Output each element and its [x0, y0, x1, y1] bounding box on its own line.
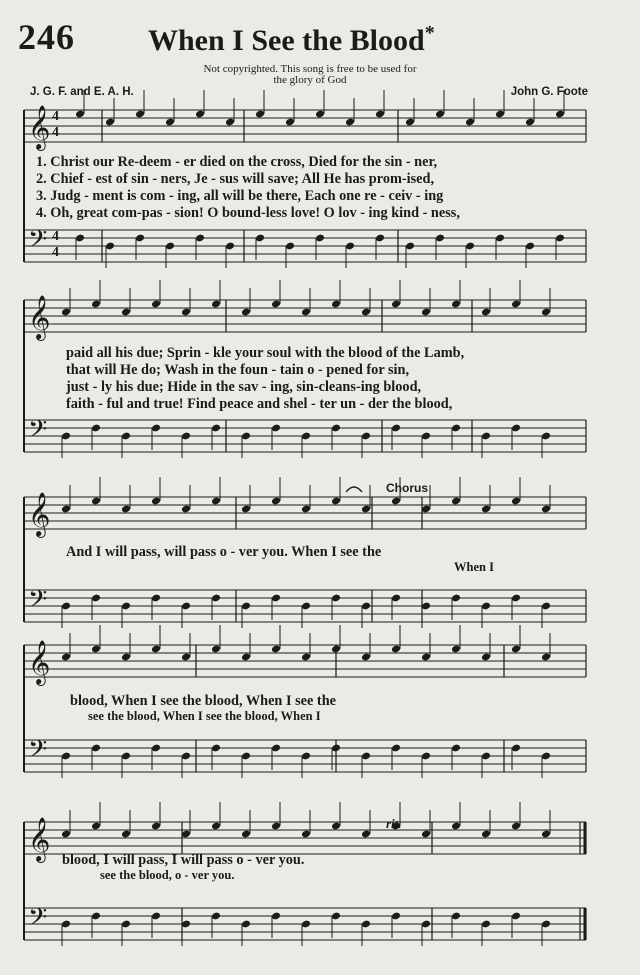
verse-1-line-b: paid all his due; Sprin - kle your soul with the blood of the Lamb, — [66, 345, 465, 361]
chorus-line-1: And I will pass, will pass o - ver you. When I see the — [66, 544, 382, 560]
treble-clef-icon: 𝄞 — [28, 295, 51, 339]
verse-3-line-b: just - ly his due; Hide in the sav - ing, sin-cleans-ing blood, — [66, 379, 422, 395]
time-signature-bottom: 4 — [52, 125, 59, 140]
chorus-line-2: blood, When I see the blood, When I see the — [70, 693, 336, 709]
bass-clef-icon: 𝄢 — [28, 225, 48, 260]
bass-clef-icon: 𝄢 — [28, 585, 48, 620]
treble-clef-icon: 𝄞 — [28, 492, 51, 536]
verse-2-line-b: that will He do; Wash in the foun - tain o - pened for sin, — [66, 362, 410, 378]
chorus-label: Chorus — [386, 481, 428, 495]
bass-clef-icon: 𝄢 — [28, 415, 48, 450]
bass-clef-icon: 𝄢 — [28, 735, 48, 770]
time-signature-top: 4 — [52, 109, 59, 124]
verse-2-line-a: 2. Chief - est of sin - ners, Je - sus will save; All He has prom-ised, — [36, 171, 435, 187]
copyright-note: Not copyrighted. This song is free to be used for the glory of God — [203, 63, 417, 86]
title-footnote-mark: * — [424, 22, 435, 44]
verse-4-line-a: 4. Oh, great com-pas - sion! O bound-less love! O lov - ing kind - ness, — [36, 205, 460, 221]
verse-4-line-b: faith - ful and true! Find peace and shel - ter un - der the blood, — [66, 396, 453, 412]
ritardando-mark: rit. — [386, 816, 402, 831]
hymn-number: 246 — [18, 17, 75, 57]
fermata-icon — [346, 487, 362, 492]
chorus-echo-2: see the blood, When I see the blood, When I — [88, 709, 321, 723]
chorus-echo-1: When I — [454, 560, 494, 574]
bass-clef-icon: 𝄢 — [28, 903, 48, 938]
chorus-line-3: blood, I will pass, I will pass o - ver you. — [62, 852, 305, 868]
music-credit: John G. Foote — [510, 86, 588, 98]
words-credit: J. G. F. and E. A. H. — [30, 86, 134, 98]
treble-clef-icon: 𝄞 — [28, 640, 51, 684]
verse-1-line-a: 1. Christ our Re-deem - er died on the cross, Died for the sin - ner, — [36, 154, 438, 170]
verse-3-line-a: 3. Judg - ment is com - ing, all will be there, Each one re - ceiv - ing — [36, 188, 444, 204]
bass-time-signature-bottom: 4 — [52, 245, 59, 260]
chorus-echo-3: see the blood, o - ver you. — [100, 868, 235, 882]
treble-clef-icon: 𝄞 — [28, 105, 51, 149]
bass-time-signature-top: 4 — [52, 229, 59, 244]
treble-clef-icon: 𝄞 — [28, 817, 51, 861]
hymn-title: When I See the Blood* — [148, 22, 435, 57]
